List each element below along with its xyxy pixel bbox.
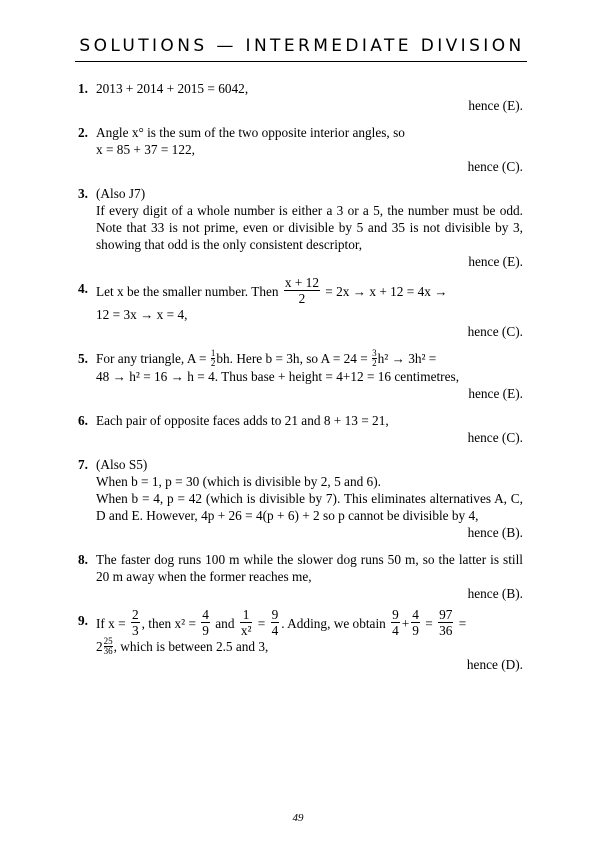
text-fragment: = <box>257 616 266 631</box>
solution-number: 8. <box>78 551 88 567</box>
fraction-denominator: 2 <box>210 357 216 368</box>
solution-answer: hence (C). <box>467 429 523 445</box>
fraction-numerator: 4 <box>202 606 209 622</box>
solution-answer: hence (C). <box>467 324 523 339</box>
fraction <box>201 607 210 638</box>
solution-text: 2013 + 2014 + 2015 = 6042, <box>96 81 249 96</box>
solution-text <box>96 275 523 306</box>
fraction-numerator: 4 <box>412 606 419 622</box>
fraction-denominator: 36 <box>103 645 113 656</box>
fraction <box>438 607 453 638</box>
text-fragment: and <box>215 616 235 631</box>
fraction-denominator: 9 <box>412 622 419 638</box>
solution-number: 1. <box>78 81 88 96</box>
fraction-denominator: 4 <box>271 622 279 638</box>
solution-text: If every digit of a whole number is either a 3 or a 5, the number must be odd. Note that 33 is not prime, even or divisible by 5 and 35 is not divisible by 3, showing that odd is the only consistent descriptor, <box>96 203 523 252</box>
header-rule <box>75 61 527 62</box>
solution-4 <box>78 275 523 340</box>
fraction <box>271 607 280 638</box>
solution-text: The faster dog runs 100 m while the slower dog runs 50 m, so the latter is still 20 m away when the former reaches me, <box>96 551 523 584</box>
page-header-title: SOLUTIONS — INTERMEDIATE DIVISION <box>79 36 525 56</box>
solution-text <box>96 606 523 638</box>
solution-1 <box>78 80 523 114</box>
fraction <box>104 637 113 656</box>
text-fragment: h² → 3h² = <box>377 351 437 366</box>
fraction-denominator: 2 <box>372 357 377 368</box>
fraction-numerator: 9 <box>392 606 399 622</box>
solution-number: 9. <box>78 612 88 628</box>
solution-answer: hence (E). <box>468 254 523 269</box>
solution-number: 5. <box>78 351 88 366</box>
fraction-numerator: 3 <box>372 347 377 358</box>
fraction-denominator: 9 <box>202 622 209 638</box>
text-fragment: , which is between 2.5 and 3, <box>113 638 269 654</box>
solution-answer: hence (C). <box>467 159 523 174</box>
fraction-denominator: 4 <box>392 622 399 638</box>
fraction-denominator: 3 <box>131 622 139 638</box>
fraction <box>284 275 320 306</box>
text-fragment: , then x² = <box>141 616 196 631</box>
text-fragment: Let x be the smaller number. Then <box>96 284 279 300</box>
fraction-denominator: x² <box>240 622 252 638</box>
solution-7 <box>78 456 523 541</box>
fraction <box>391 607 400 638</box>
solution-text: Each pair of opposite faces adds to 21 and 8 + 13 = 21, <box>96 412 389 428</box>
text-fragment: = <box>458 616 467 631</box>
fraction <box>240 607 253 638</box>
fraction-denominator: 2 <box>298 291 306 306</box>
solution-text: Angle x° is the sum of the two opposite interior angles, so <box>96 125 405 140</box>
solution-6 <box>78 412 523 446</box>
fraction-numerator: 97 <box>439 606 453 622</box>
solution-answer: hence (B). <box>467 585 523 601</box>
fraction-numerator: 25 <box>103 635 113 646</box>
fraction-numerator: 1 <box>210 347 216 358</box>
text-fragment: = 2x → x + 12 = 4x → <box>325 284 448 300</box>
fraction-numerator: 1 <box>240 607 253 623</box>
solution-text: When b = 4, p = 42 (which is divisible by 7). This eliminates alternatives A, C, D and E. However, 4p + 26 = 4(p + 6) + 2 so p cannot be divisible by 4, <box>96 490 523 523</box>
fraction <box>131 607 140 638</box>
fraction-numerator: 9 <box>271 606 279 622</box>
solution-number: 2. <box>78 125 88 140</box>
solution-answer: hence (E). <box>468 385 523 401</box>
text-fragment: + <box>401 616 410 631</box>
solution-answer: hence (E). <box>468 98 523 113</box>
fraction <box>211 349 216 368</box>
solution-answer: hence (D). <box>466 656 523 672</box>
fraction-denominator: 36 <box>439 622 453 638</box>
page-number: 49 <box>292 812 304 824</box>
solution-5 <box>78 347 523 402</box>
solution-8 <box>78 551 523 602</box>
fraction-numerator: x + 12 <box>284 275 319 290</box>
solution-2 <box>78 124 523 175</box>
fraction <box>411 607 420 638</box>
solutions-list <box>78 80 523 683</box>
text-fragment: If x = <box>96 616 126 631</box>
text-fragment: . Adding, we obtain <box>281 616 386 631</box>
solution-text <box>96 635 523 656</box>
text-fragment: bh. Here b = 3h, so A = 24 = <box>216 351 368 366</box>
solution-text: 12 = 3x → x = 4, <box>96 307 188 322</box>
solution-9 <box>78 606 523 673</box>
solution-3 <box>78 185 523 270</box>
solution-text <box>96 347 523 368</box>
solution-text: When b = 1, p = 30 (which is divisible by 2, 5 and 6). <box>96 473 381 489</box>
solution-note: (Also S5) <box>96 456 148 472</box>
solution-text: 48 → h² = 16 → h = 4. Thus base + height = 4+12 = 16 centimetres, <box>96 368 460 384</box>
solution-answer: hence (B). <box>467 524 523 540</box>
solution-text: x = 85 + 37 = 122, <box>96 142 195 157</box>
solution-number: 4. <box>78 281 88 296</box>
solution-number: 3. <box>78 186 88 201</box>
solution-number: 6. <box>78 412 88 428</box>
text-fragment: For any triangle, A = <box>96 351 207 366</box>
text-fragment: = <box>425 616 433 631</box>
text-fragment: 2 <box>96 638 103 654</box>
solution-note: (Also J7) <box>96 186 146 201</box>
fraction <box>372 349 377 368</box>
solution-number: 7. <box>78 456 88 472</box>
fraction-numerator: 2 <box>131 606 139 622</box>
